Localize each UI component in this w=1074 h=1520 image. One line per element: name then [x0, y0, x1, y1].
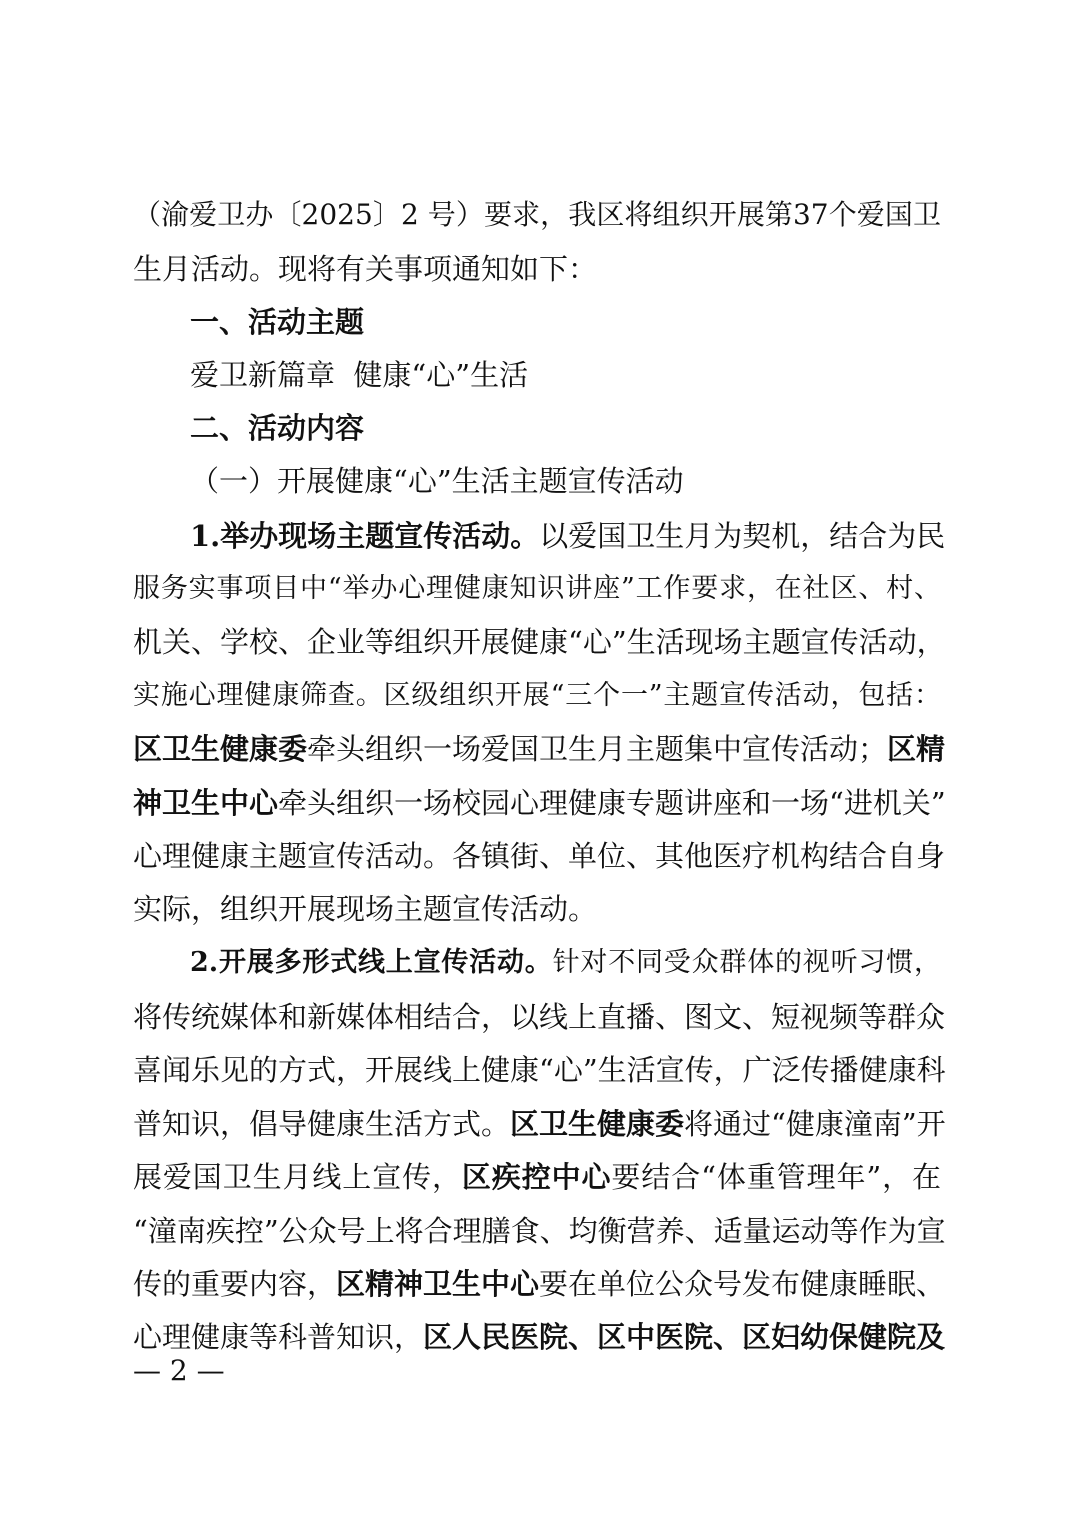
text-line: 1.举办现场主题宣传活动。以爱国卫生月为契机，结合为民 [190, 519, 946, 553]
section-heading: 二、活动内容 [190, 411, 365, 445]
subsection-heading: （一）开展健康“心”生活主题宣传活动 [190, 464, 684, 498]
org-name: 区卫生健康委 [510, 1107, 685, 1141]
text-line: 2.开展多形式线上宣传活动。针对不同受众群体的视听习惯， [190, 947, 941, 978]
text-line: 喜闻乐见的方式，开展线上健康“心”生活宣传，广泛传播健康科 [133, 1053, 946, 1087]
text-line: 生月活动。现将有关事项通知如下： [133, 252, 598, 286]
text-line: （渝爱卫办〔2025〕2 号）要求，我区将组织开展第37个爱国卫 [133, 198, 941, 231]
text-line: 心理健康等科普知识，区人民医院、区中医院、区妇幼保健院及 [133, 1320, 946, 1354]
page-number: — 2 — [133, 1354, 225, 1387]
item-title: 1.举办现场主题宣传活动。 [190, 519, 540, 553]
text-line: 机关、学校、企业等组织开展健康“心”生活现场主题宣传活动， [133, 625, 946, 659]
theme-text: 爱卫新篇章 健康“心”生活 [190, 358, 529, 392]
text-line: 实际，组织开展现场主题宣传活动。 [133, 892, 598, 926]
org-name: 区卫生健康委 [133, 732, 308, 766]
org-name: 区精 [887, 732, 946, 766]
org-name: 区疾控中心 [461, 1160, 612, 1194]
text-line: 神卫生中心牵头组织一场校园心理健康专题讲座和一场“进机关” [133, 786, 946, 820]
text-line: 服务实事项目中“举办心理健康知识讲座”工作要求，在社区、村、 [133, 573, 941, 604]
text-line: 传的重要内容，区精神卫生中心要在单位公众号发布健康睡眠、 [133, 1267, 946, 1301]
section-heading: 一、活动主题 [190, 305, 365, 339]
text-line: 心理健康主题宣传活动。各镇街、单位、其他医疗机构结合自身 [133, 839, 946, 873]
text-line: 区卫生健康委牵头组织一场爱国卫生月主题集中宣传活动；区精 [133, 732, 946, 766]
text-line: “潼南疾控”公众号上将合理膳食、均衡营养、适量运动等作为宣 [133, 1214, 946, 1248]
text-line: 展爱国卫生月线上宣传，区疾控中心要结合“体重管理年”，在 [133, 1160, 941, 1194]
text-line: 将传统媒体和新媒体相结合，以线上直播、图文、短视频等群众 [133, 1000, 946, 1034]
text-line: 普知识，倡导健康生活方式。区卫生健康委将通过“健康潼南”开 [133, 1107, 946, 1141]
item-title: 2.开展多形式线上宣传活动。 [190, 947, 553, 978]
org-name: 区人民医院、区中医院、区妇幼保健院及 [423, 1320, 946, 1354]
org-name: 区精神卫生中心 [336, 1267, 540, 1301]
org-name: 神卫生中心 [133, 786, 279, 820]
text-line: 实施心理健康筛查。区级组织开展“三个一”主题宣传活动，包括： [133, 680, 941, 711]
